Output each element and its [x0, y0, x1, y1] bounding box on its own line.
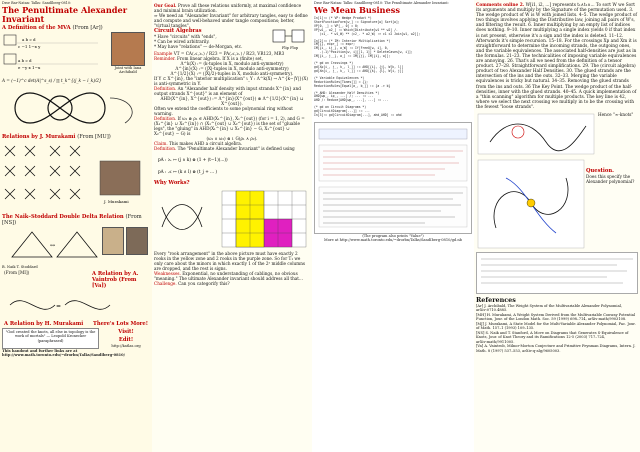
- code-line: AHD /: Reduce[AHD[ωp_, ...], ...] := ...: [314, 98, 389, 103]
- why-works-heading: Why Works?: [154, 180, 190, 186]
- rook-explanation: Every "rook arrangement" in the above picture must have exactly 2 rooks in the yellow zone and 2 rooks in the purple zone. So for T₁ we only care about the minors in which exactly 1 of the 2² middle columns are dropped, and the rest is signs.: [154, 251, 306, 271]
- svg-text:=: =: [56, 303, 62, 310]
- relation-h-murakami: A Relation by H. Murakami: [4, 321, 84, 327]
- svg-text:e −y x 1−x: e −y x 1−x: [18, 65, 41, 70]
- reference-item: [NS] S. Naik and T. Stanford, A Move on Diagrams that Generates S-Equivalence of Knots, Jour. of Knot Theory and its Ramifications 12-5 (2003) 717–724, arXiv:math/9911005.: [476, 330, 629, 344]
- definition-pai: Definition. The "Penultimate Alexander Invariant" is defined using: [154, 146, 295, 151]
- code-line: (* AHD: Alexander Half Densities *): [314, 90, 380, 95]
- mathematica-output-panel: [314, 122, 472, 234]
- relation-labels: [0, 270, 152, 290]
- circuit-heading: Circuit Algebras: [154, 28, 202, 34]
- svg-text:c −1 1−x y: c −1 1−x y: [18, 44, 41, 49]
- reference-item: [MH] H. Murakami, A Weight System Derived from the Multivariable Conway Potential Function, Jour. of the London Math. Soc. 59 (1999) 698–714, arXiv:math/9903108.: [476, 312, 635, 322]
- output-table: [476, 252, 638, 294]
- code-line: In[1]:= (* VP: Wedge Product *): [314, 16, 372, 20]
- handout-footer: This handout and further links are at http://www.math.toronto.edu/~drorbn/Talks/SandIberg-0810/: [2, 349, 125, 358]
- code-line: IM[{i_, ij_}, w_W] := If[FreeQ[w, i], 0,: [314, 46, 389, 51]
- goal-consequence: ⇒ We need an "Alexander Invariant" for arbitrary tangles, easy to define and compute and well-behaved under tangle compositions; better, "virtual tangles".: [154, 13, 308, 28]
- comments-paragraph: Comments online 2. W[i1, i2, ...] represents t₁∧t₂∧... To sort W we Sort its arguments and multiply by the Signature of the permutation used. 3. The wedge product of W is W with joined lists. 4–5. The wedge product of two things involves applying the Distributive law, joining all pairs of W's, and filtering the result. 6. Inner multiplying by an empty list of indices does nothing. 9–10. Inner multiplying a single index yields 0 if that index is not present, otherwise it's a sign and the index is deleted. 11–12. Afterwards it's simple recursion. 15–18. For the crossings Xp and Xm it is straightforward to determine the incoming strands, the outgoing ones, and the variable equivalences. The associated half-densities are just as in the formulas. 21–23. The technicalities of imposing variable equivalences are annoying. 26. That's all we need from the definition of a tensor product. 27–28. Straightforward simplifications. 29. The (circuit algebra) product of two Alexander Half Densities. 30. The glued strands are the intersection of the ins and the outs. 32–33. Merging the variable equivalences is tricky but natural. 34–35. Removing the glued strands from the ins and outs. 36 The Key Point. The wedge product of the half-densities, inner with the glued strands. 40–45. A quick implementation of a "thin scanning" algorithm for multiple products. The key line is 42, where we select the next crossing we multiply in to be the crossing with the fewest "loose strands".: [476, 3, 637, 110]
- section-definition-mva: A Definition of the MVA (From [Ar]): [2, 25, 103, 31]
- flip-flop-label: Flip Flop: [281, 46, 299, 50]
- question-diagram: [476, 158, 586, 250]
- code-line: ReductionRules[Equal[a_, b_]] := {a -> b}: [314, 83, 391, 88]
- svg-text:pA : ⋋ ↦ (j ∧ k) ⊗ (1 + (t−1)(: pA : ⋋ ↦ (j ∧ k) ⊗ (1 + (t−1)(...)): [158, 157, 228, 162]
- code-line: ReductionRules[Times[]] = {};: [314, 79, 369, 84]
- section-relations-murakami: Relations by J. Murakami (From [MU]): [2, 134, 111, 140]
- definition-gluing: Definition. If ω₁ ⊗ ρ₁ ∈ AHD(X₁^{in}, X₁^{out}) (for i = 1, 2), and G = (X₁^{in} ∪ X₂^{in}) ∩ (X₁^{out} ∪ X₂^{out}) is the set of "gluable legs", the "gluing" in AHD(X₁^{in} ∪ X₂^{in} − G, X₁^{out} ∪ X₂^{out} − G) is: [154, 116, 305, 136]
- mva-formula: A = (−1)^c det(A|^s_s) / ∏ t_k^{(j_k − i_k)/2}: [2, 78, 102, 83]
- mathematica-code: [312, 15, 474, 118]
- visit-edit: [102, 328, 150, 349]
- question-block: [474, 158, 640, 250]
- ahd-formula: AHD(X^{in}, X^{out}) := Λ^{in}(X^{out}) ⊗ Λ^{1/2}(X^{in} ⊔ X^{out}).: [160, 96, 304, 106]
- photo-caption: Joint with Iana Archibald: [114, 66, 142, 75]
- interior-multiplication: If Y ⊂ X^{in}, the "interior multiplication" ι_Y : Λ^k(X) → Λ^{k−|Y|}(X) is anti-symmetric in Y.: [154, 76, 309, 86]
- header-line: Dror Bar-Natan: Talks: SandIberg-0810:: [2, 1, 72, 5]
- page-title: The Penultimate Alexander Invariant: [2, 5, 128, 24]
- reminder-line: Reminder. From linear algebra. If X is a (finite) set,: [154, 56, 263, 61]
- question-body: Does this specify the Alexander polynomial?: [586, 173, 635, 184]
- flip-flop-icon: [270, 28, 310, 46]
- circuit-item: * Can be wired arbitrarily.: [154, 39, 210, 44]
- hence-diagram: [476, 112, 596, 156]
- code-line: gd[Xp[i_, j_, k_, l_]] := AHD[{i}, {j}, W[k, l]]: [314, 64, 404, 69]
- code-line: (* gd on Crossings *): [314, 61, 354, 66]
- reference-item: [Va] A. Vaintrob, Milnor-Morton Conjecture and Primitive Feynman Diagrams, Intern. J. Math. 8 (1997) 537–553, arXiv:q-alg/9605003.: [476, 344, 636, 353]
- goal-paragraph: Our Goal. Prove all these relations uniformly, at maximal confidence and minimal brain utilization.: [154, 3, 302, 13]
- double-delta-diagram: [2, 227, 102, 265]
- circuit-algebra-block: [152, 28, 312, 51]
- flip-flop-block: [270, 28, 310, 51]
- edit-label: Edit!: [118, 337, 134, 343]
- example-line: Example VT = CA⟨⋌,⋋⟩ / R23 = PA⟨⋌,⋋⟩ / R23, VR123, MR3: [154, 51, 285, 56]
- business-title: We Mean Business: [314, 5, 400, 15]
- output-table-lines: [477, 253, 637, 291]
- code-line: In[2]:= (* IM: Interior Multiplication *): [314, 38, 391, 43]
- code-line: gd[CircuitDiagram[...]] := ...: [314, 109, 370, 114]
- lambda-in-def: Λ^{in}(X) := (|X|-tuples in X, modulo anti-symmetry): [175, 66, 289, 71]
- photo-naik: [102, 227, 124, 255]
- hence-block: [474, 110, 640, 158]
- reference-item: [Ar] J. Archibald, The Weight System of the Multivariable Alexander Polynomial, arXiv:0710.4885.: [476, 303, 623, 313]
- vaintrob-relation-diagram: [0, 290, 150, 320]
- gluing-formula: (ω₁ ∧ ω₂) ⊗ ι_G(ρ₁ ∧ ρ₂).: [206, 136, 258, 141]
- header-line-2: Dror Bar-Natan: Talks: SandIberg-0810: The Penultimate Alexander Invariant:: [314, 1, 449, 5]
- svg-text:pA : ⋌ ↦ (k ∧ l) ⊗ (t_j + ...: pA : ⋌ ↦ (k ∧ l) ⊗ (t_j + ... ): [158, 169, 218, 174]
- column-2: [152, 0, 313, 452]
- murakami-more-row: [0, 320, 152, 328]
- section-naik-stoddard: The Naik–Stoddard Double Delta Relation (From [NS]): [2, 214, 142, 226]
- code-line: (* gd on Circuit Diagrams *): [314, 105, 367, 110]
- matrix-diagram: [2, 32, 102, 78]
- circuit-item: * Have "circuits" with "ends",: [154, 34, 217, 39]
- theres-more-heading: There's Lots More!: [92, 321, 148, 327]
- code-line: (c1_. * w1_W) ** (c2_. * w2_W) :> c1 c2 Join[w1, w2]];: [314, 31, 421, 36]
- code-line: gd[Xm[i_, j_, k_, l_]] := AHD[{k}, {l}, W[i, j]]: [314, 68, 404, 73]
- code-line: IM[{i_, j__}, w_] := IM[{j}, IM[{i}, w]];: [314, 54, 391, 59]
- weaknesses-line: Weaknesses. Exponential, no understanding of cablings, no obvious "meaning." The ultimate Alexander invariant should address all that...: [154, 271, 303, 281]
- code-line: ShortFunctionForm[w_] := Signature[w] Sort[w];: [314, 19, 400, 24]
- lambda-k-def: Λ^k(X) := (k-tuples in X, modulo anti-symmetry): [180, 61, 284, 66]
- naik-photos: [102, 227, 148, 265]
- code-line: In[3]:= gd[CircuitDiagram[...], ahd_AHD] := ahd: [314, 113, 402, 118]
- output-screenshot: [315, 123, 471, 231]
- code-line: IM[{}, expr_] := expr;: [314, 42, 355, 47]
- photo-block: [106, 32, 150, 78]
- question-text: [586, 158, 638, 250]
- rook-matrix-diagram: [152, 187, 312, 251]
- murakami-relations: [0, 141, 150, 213]
- visit-block: [0, 328, 152, 349]
- photo-stoddard: [126, 227, 148, 255]
- svg-text:a b c d: a b c d: [22, 37, 36, 42]
- claim-line: Claim. This makes AHD a circuit algebra.: [154, 141, 243, 146]
- lambda-half-def: Λ^{1/2}(X) := (|X|/2)-tuples in X, modulo anti-symmetry).: [170, 71, 294, 76]
- naik-block: [0, 227, 152, 265]
- coefficients-note: Often we extend the coefficients to some polynomial ring without warning.: [154, 106, 293, 116]
- relation-mi-ref: (From [MI]): [4, 270, 30, 275]
- visit-label: Visit!: [118, 329, 134, 335]
- column-1: [0, 0, 153, 452]
- program-url[interactable]: More at http://www.math.toronto.edu/~drorbn/Talks/SandIberg-0810/gd.nb: [324, 238, 462, 243]
- code-line: AHD[ωp_, ip_, ...] /; ... := ...: [314, 94, 374, 99]
- svg-text:↔: ↔: [50, 242, 56, 249]
- knot-diagram: [0, 83, 150, 133]
- reference-item: [MJ] J. Murakami, A State Model for the Multi-Variable Alexander Polynomial, Pac. Jour. of Math. 157–1 (1993) 109–135.: [476, 321, 636, 331]
- code-line: VP[w1_, w2_] := Which[Distribute[w1 ** w2] /.: [314, 27, 398, 32]
- mva-matrix: [2, 32, 106, 78]
- mva-block: [0, 32, 152, 78]
- pai-formulas: [152, 151, 312, 179]
- portrait-photo: [111, 32, 145, 66]
- naik-caption: B. Naik T. Stoddard: [2, 265, 38, 269]
- relation-vaintrob: A Relation by A. Vaintrob (From [Va]): [92, 271, 139, 289]
- circuit-text: [154, 28, 270, 51]
- circuit-item: * May have "relations" — de-Morgan, etc.: [154, 44, 243, 49]
- hence-note: Hence "≈-knots": [598, 111, 634, 117]
- code-line: -(-1)^Position[w, i][[1, 1]] * DeleteCases[w, i]];: [314, 50, 413, 55]
- challenge-line: Challenge. Can you categorify this?: [154, 281, 230, 286]
- svg-text:J. Murakami: J. Murakami: [104, 199, 129, 204]
- kronecker-quote: "God created the knots, all else in topology is the work of mortals" — Leopold Kronecker (paraphrased): [2, 328, 99, 349]
- katlas-link[interactable]: http://katlas.org: [111, 344, 141, 348]
- definition-ahd: Definition. An "Alexander half density with input strands X^{in} and output strands X^{out}" is an element of: [154, 86, 301, 96]
- code-line: VP[0, _] = VP[_, 0] = 0;: [314, 23, 359, 28]
- program-caption: (The program also prints "Value"): [362, 233, 424, 238]
- column-3: [312, 0, 475, 452]
- references-heading: References: [476, 295, 516, 304]
- code-line: (* Variable Equivalences *): [314, 75, 365, 80]
- question-heading: Question.: [586, 167, 614, 174]
- column-4: [474, 0, 640, 452]
- svg-text:a b c d: a b c d: [18, 58, 32, 63]
